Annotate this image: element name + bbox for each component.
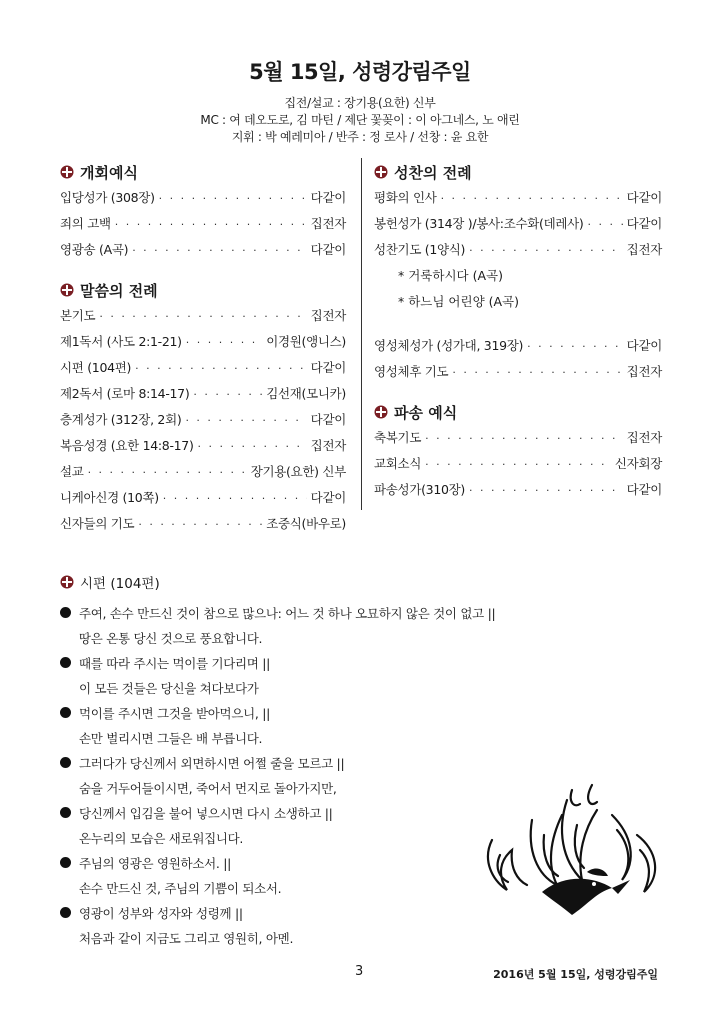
cross-circle-icon bbox=[374, 405, 388, 419]
cross-circle-icon bbox=[374, 165, 388, 179]
leader-dots bbox=[452, 366, 622, 379]
leader-dots bbox=[135, 362, 307, 375]
leader-dots bbox=[185, 414, 306, 427]
order-label: 봉헌성가 (314장 )/봉사:조수화(데레사) bbox=[374, 216, 584, 231]
order-label: 제1독서 (사도 2:1-21) bbox=[60, 334, 182, 349]
order-label: 설교 bbox=[60, 464, 84, 479]
section-heading-text: 개회예식 bbox=[80, 163, 138, 182]
psalm-response-line: 온누리의 모습은 새로워집니다. bbox=[79, 830, 244, 846]
leader-dots bbox=[186, 336, 262, 349]
cross-circle-icon bbox=[60, 575, 74, 589]
verse-text: 그러다가 당신께서 외면하시면 어쩔 줄을 모르고 || bbox=[79, 755, 345, 771]
page-title: 5월 15일, 성령강림주일 bbox=[249, 60, 471, 84]
section-heading-text: 파송 예식 bbox=[394, 403, 458, 422]
column-divider bbox=[361, 158, 362, 510]
order-row bbox=[60, 306, 346, 332]
order-row bbox=[60, 436, 346, 462]
order-label: 신자들의 기도 bbox=[60, 516, 135, 531]
psalm-verse-line bbox=[60, 800, 540, 825]
order-label: 입당성가 (308장) bbox=[60, 190, 155, 205]
roles-line-2: MC : 여 데오도로, 김 마틴 / 제단 꽃꽂이 : 이 아그네스, 노 애린 bbox=[200, 113, 520, 127]
order-row bbox=[374, 362, 662, 388]
order-role: 다같이 bbox=[310, 360, 346, 375]
leader-dots bbox=[159, 192, 307, 205]
order-role: 집전자 bbox=[310, 438, 346, 453]
order-row bbox=[374, 428, 662, 454]
order-row bbox=[60, 214, 346, 240]
order-label: 영성체성가 (성가대, 319장) bbox=[374, 338, 524, 353]
order-row bbox=[374, 480, 662, 506]
order-row bbox=[374, 188, 662, 214]
cross-circle-icon bbox=[60, 283, 74, 297]
order-row bbox=[60, 188, 346, 214]
order-row bbox=[374, 240, 662, 266]
order-row bbox=[60, 462, 346, 488]
order-row bbox=[60, 358, 346, 384]
psalm-response-line: 손만 벌리시면 그들은 배 부릅니다. bbox=[79, 730, 263, 746]
sub-item: * 거룩하시다 (A곡) bbox=[398, 268, 503, 283]
order-row bbox=[374, 214, 662, 240]
psalm-response-line: 이 모든 것들은 당신을 쳐다보다가 bbox=[79, 680, 259, 696]
order-row bbox=[60, 384, 346, 410]
order-role: 김선재(모니카) bbox=[266, 386, 346, 401]
order-row bbox=[374, 454, 662, 480]
leader-dots bbox=[425, 458, 611, 471]
psalm-response-line: 손수 만드신 것, 주님의 기쁨이 되소서. bbox=[79, 880, 282, 896]
order-row bbox=[60, 240, 346, 266]
order-role: 다같이 bbox=[626, 190, 662, 205]
order-role: 다같이 bbox=[310, 412, 346, 427]
order-role: 이경원(앵니스) bbox=[266, 334, 346, 349]
dove-flame-icon bbox=[472, 780, 672, 930]
section-heading-text: 말씀의 전례 bbox=[80, 281, 158, 300]
order-role: 다같이 bbox=[310, 490, 346, 505]
psalm-heading-text: 시편 (104편) bbox=[80, 576, 160, 592]
order-row bbox=[60, 410, 346, 436]
psalm-response-line: 숨을 거두어들이시면, 죽어서 먼지로 돌아가지만, bbox=[79, 780, 337, 796]
order-role: 집전자 bbox=[310, 308, 346, 323]
order-row bbox=[60, 514, 346, 540]
order-role: 다같이 bbox=[626, 216, 662, 231]
leader-dots bbox=[527, 340, 623, 353]
order-role: 다같이 bbox=[310, 190, 346, 205]
order-role: 집전자 bbox=[626, 364, 662, 379]
leader-dots bbox=[193, 388, 262, 401]
verse-text: 당신께서 입김을 불어 넣으시면 다시 소생하고 || bbox=[79, 805, 333, 821]
section-opening-heading bbox=[60, 160, 346, 184]
leader-dots bbox=[425, 432, 623, 445]
psalm-response-line: 처음과 같이 지금도 그리고 영원히, 아멘. bbox=[79, 930, 294, 946]
order-role: 다같이 bbox=[626, 482, 662, 497]
footer-title: 2016년 5월 15일, 성령강림주일 bbox=[493, 968, 658, 981]
leader-dots bbox=[88, 466, 247, 479]
order-label: 교회소식 bbox=[374, 456, 422, 471]
psalm-response-line: 땅은 온통 당신 것으로 풍요합니다. bbox=[79, 630, 263, 646]
psalm-section bbox=[60, 570, 540, 950]
order-label: 시편 (104편) bbox=[60, 360, 132, 375]
bullet-icon bbox=[60, 907, 71, 918]
left-column bbox=[60, 160, 346, 540]
leader-dots bbox=[441, 192, 623, 205]
leader-dots bbox=[138, 518, 262, 531]
bullet-icon bbox=[60, 607, 71, 618]
order-label: 파송성가(310장) bbox=[374, 482, 465, 497]
verse-text: 영광이 성부와 성자와 성령께 || bbox=[79, 905, 243, 921]
psalm-heading bbox=[60, 570, 540, 594]
psalm-verse-line bbox=[60, 850, 540, 875]
section-dismissal-heading bbox=[374, 400, 662, 424]
order-label: 복음성경 (요한 14:8-17) bbox=[60, 438, 194, 453]
order-role: 다같이 bbox=[626, 338, 662, 353]
order-role: 조중식(바우로) bbox=[266, 516, 346, 531]
leader-dots bbox=[132, 244, 306, 257]
psalm-verse-line bbox=[60, 600, 540, 625]
leader-dots bbox=[469, 244, 623, 257]
leader-dots bbox=[163, 492, 307, 505]
psalm-verse-line bbox=[60, 900, 540, 925]
bullet-icon bbox=[60, 807, 71, 818]
roles-line-3: 지휘 : 박 예레미아 / 반주 : 정 로사 / 선창 : 윤 요한 bbox=[231, 130, 489, 144]
order-role: 장기용(요한) 신부 bbox=[250, 464, 346, 479]
leader-dots bbox=[588, 218, 623, 231]
verse-text: 때를 따라 주시는 먹이를 기다리며 || bbox=[79, 655, 271, 671]
order-label: 축복기도 bbox=[374, 430, 422, 445]
right-column bbox=[374, 160, 662, 506]
roles-line-1: 집전/설교 : 장기용(요한) 신부 bbox=[284, 96, 436, 110]
sub-item: * 하느님 어린양 (A곡) bbox=[398, 294, 519, 309]
order-label: 본기도 bbox=[60, 308, 96, 323]
order-role: 집전자 bbox=[626, 430, 662, 445]
order-row bbox=[60, 488, 346, 514]
bullet-icon bbox=[60, 857, 71, 868]
leader-dots bbox=[99, 310, 306, 323]
order-row bbox=[374, 336, 662, 362]
leader-dots bbox=[198, 440, 307, 453]
order-role: 신자회장 bbox=[614, 456, 662, 471]
leader-dots bbox=[115, 218, 307, 231]
order-label: 죄의 고백 bbox=[60, 216, 111, 231]
verse-text: 주님의 영광은 영원하소서. || bbox=[79, 855, 232, 871]
order-role: 다같이 bbox=[310, 242, 346, 257]
order-label: 제2독서 (로마 8:14-17) bbox=[60, 386, 190, 401]
verse-text: 먹이를 주시면 그것을 받아먹으니, || bbox=[79, 705, 271, 721]
psalm-verse-line bbox=[60, 650, 540, 675]
order-role: 집전자 bbox=[626, 242, 662, 257]
order-label: 층계성가 (312장, 2회) bbox=[60, 412, 182, 427]
cross-circle-icon bbox=[60, 165, 74, 179]
section-heading-text: 성찬의 전례 bbox=[394, 163, 472, 182]
section-word-heading bbox=[60, 278, 346, 302]
bullet-icon bbox=[60, 657, 71, 668]
order-role: 집전자 bbox=[310, 216, 346, 231]
leader-dots bbox=[469, 484, 623, 497]
verse-text: 주여, 손수 만드신 것이 참으로 많으나: 어느 것 하나 오묘하지 않은 것이 없고 || bbox=[79, 605, 496, 621]
order-label: 평화의 인사 bbox=[374, 190, 437, 205]
page-number: 3 bbox=[355, 964, 364, 979]
bullet-icon bbox=[60, 707, 71, 718]
order-label: 영광송 (A곡) bbox=[60, 242, 129, 257]
order-row bbox=[60, 332, 346, 358]
bullet-icon bbox=[60, 757, 71, 768]
roles-block bbox=[0, 95, 720, 146]
order-label: 니케아신경 (10쪽) bbox=[60, 490, 159, 505]
section-eucharist-heading bbox=[374, 160, 662, 184]
order-label: 영성체후 기도 bbox=[374, 364, 449, 379]
psalm-verse-line bbox=[60, 700, 540, 725]
psalm-verse-line bbox=[60, 750, 540, 775]
order-label: 성찬기도 (1양식) bbox=[374, 242, 466, 257]
